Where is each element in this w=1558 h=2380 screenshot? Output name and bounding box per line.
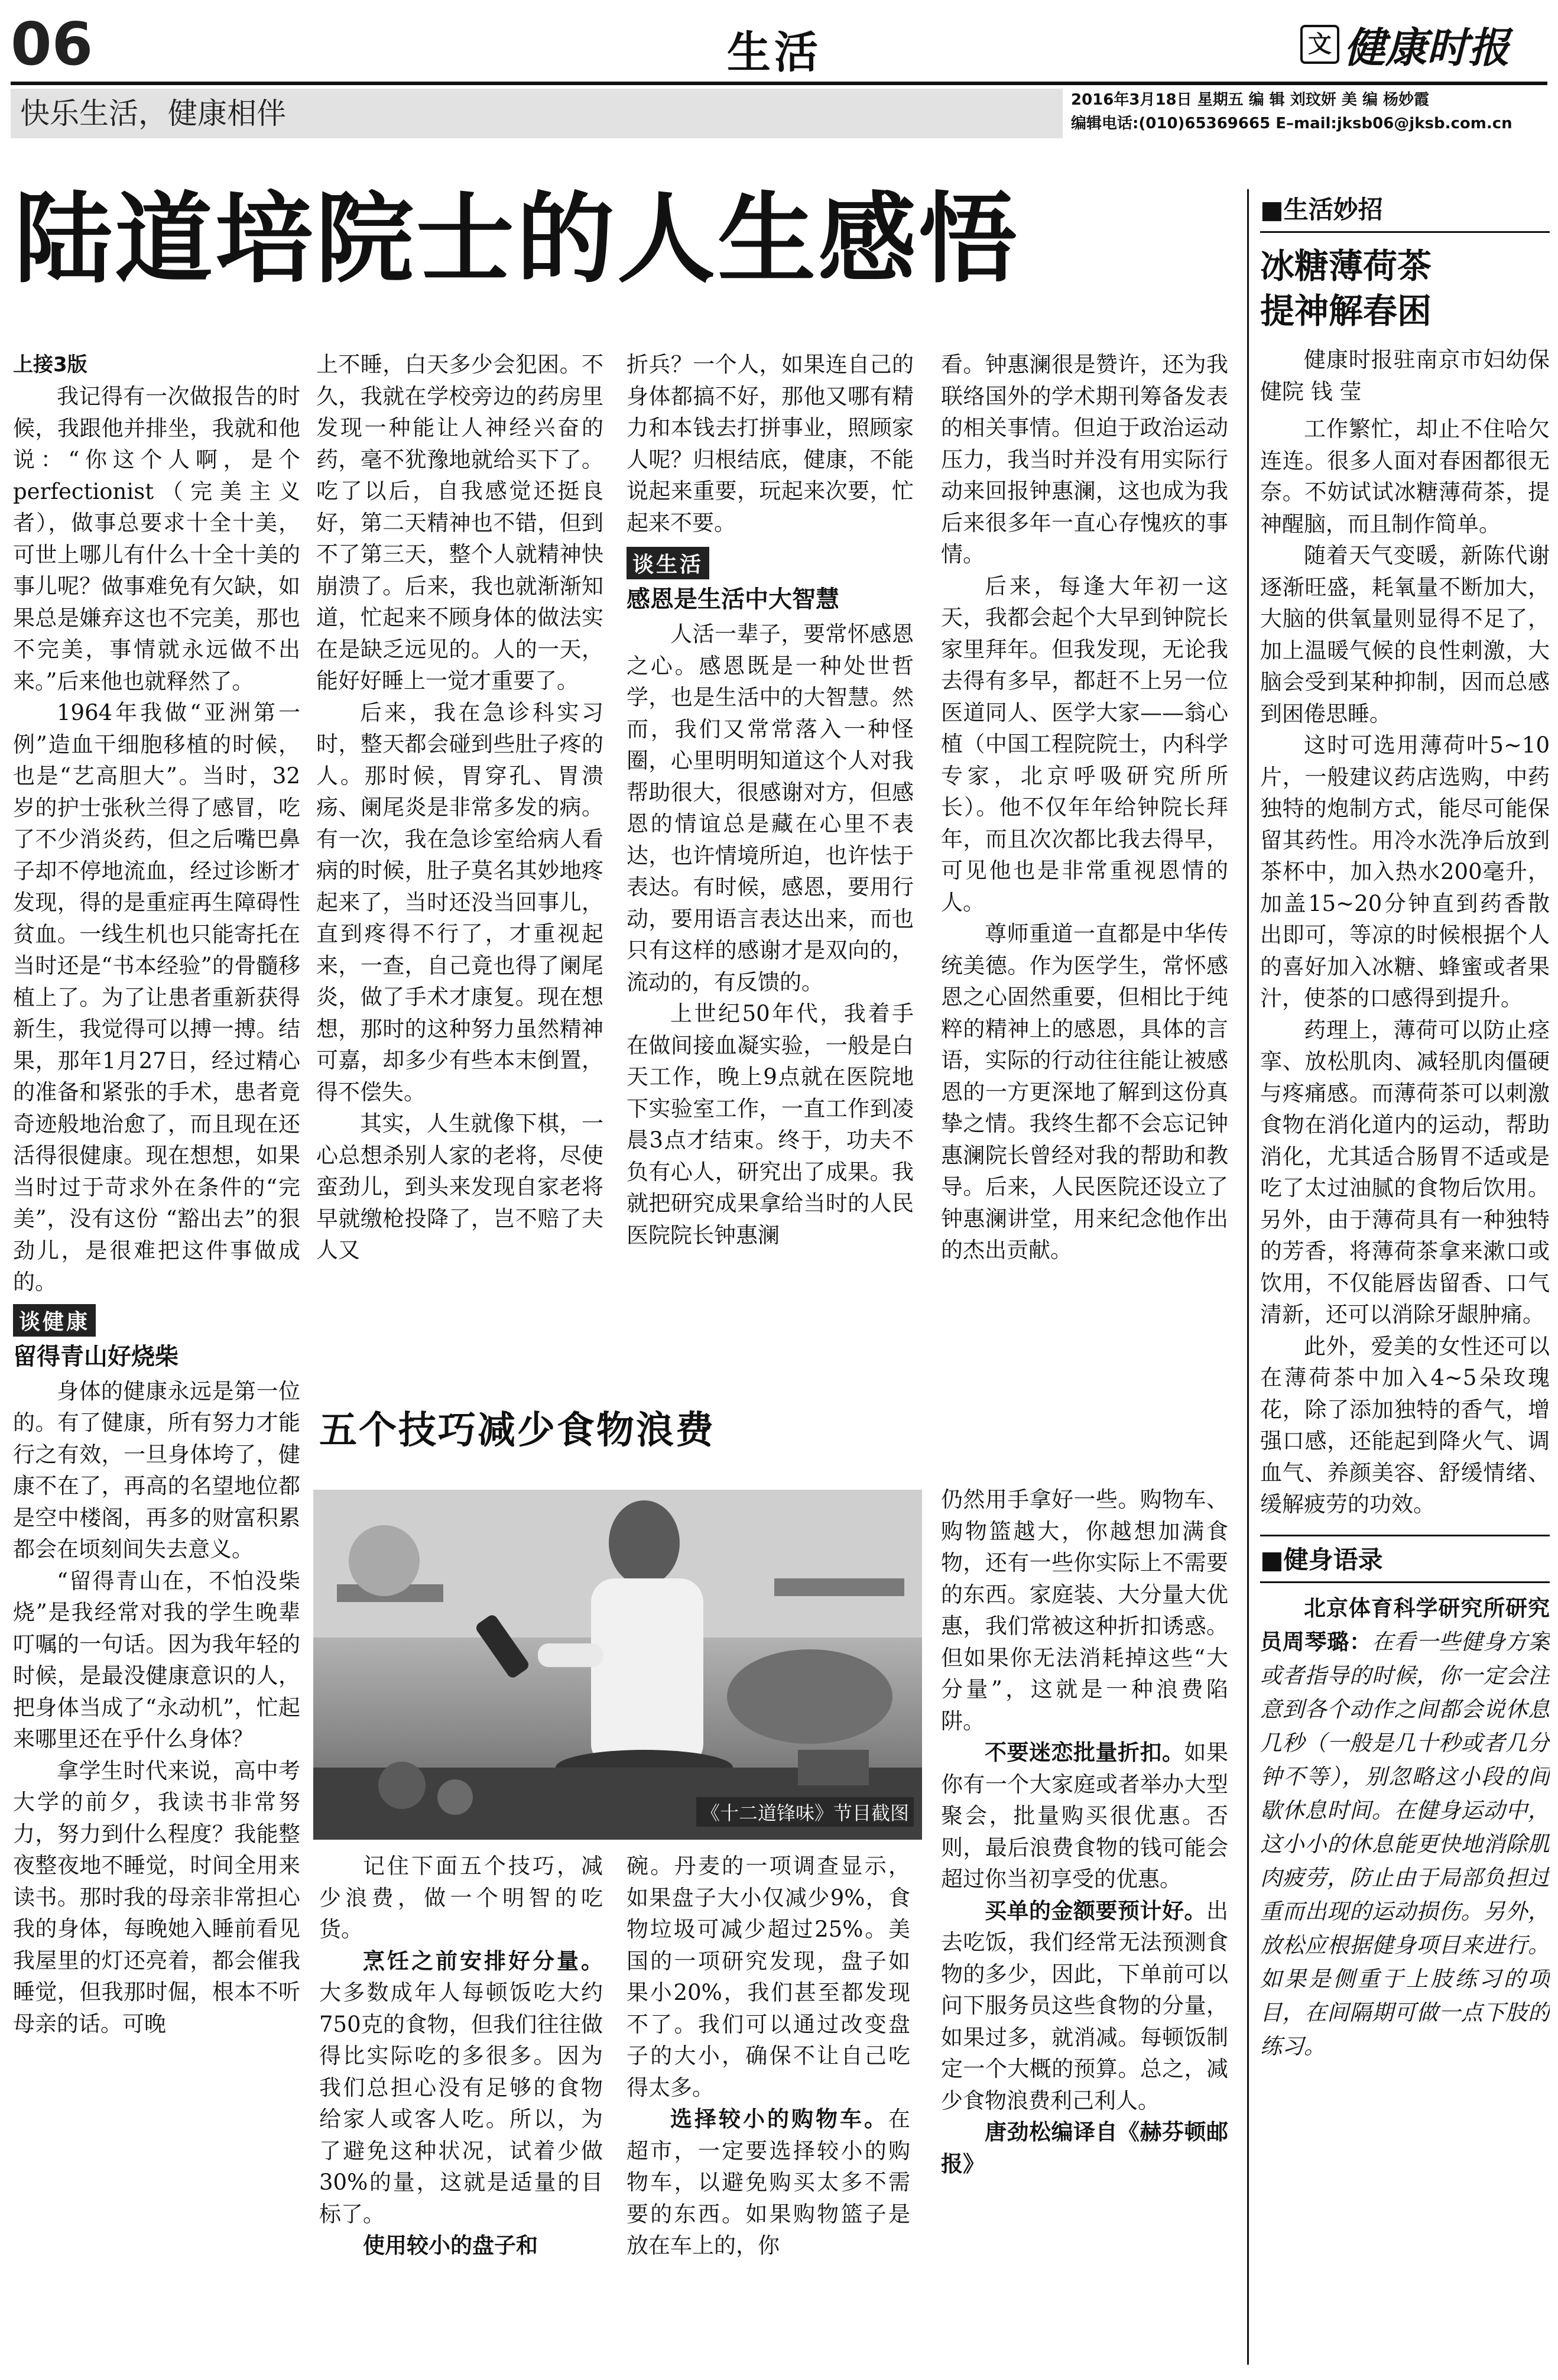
food-column-b (627, 1850, 910, 2371)
continued-note: 上接3版 (13, 353, 87, 377)
sidebar-divider (1247, 189, 1249, 2365)
article-column-4 (941, 349, 1228, 1413)
article-paragraph: 身体的健康永远是第一位的。有了健康，所有努力才能行之有效，一旦身体垮了，健康不在了，再高的名望地位都是空中楼阁，再多的财富积累都会在顷刻间失去意义。 (13, 1378, 300, 1562)
food-column-a (319, 1850, 603, 2371)
food-paragraph (319, 1850, 603, 1945)
article-paragraph: 上世纪50年代，我着手在做间接血凝实验，一般是白天工作，晚上9点就在医院地下实验室工作，一直工作到凌晨3点才结束。终于，功夫不负有心人，研究出了成果。我就把研究成果拿给当时的人民医院院长钟惠澜 (627, 1001, 914, 1248)
food-byline: 唐劲松编译自《赫芬顿邮报》 (941, 2119, 1228, 2177)
article-paragraph: 其实，人生就像下棋，一心总想杀别人家的老将，尽使蛮劲儿，到头来发现自家老将早就缴枪投降了，岂不赔了夫人又 (316, 1111, 603, 1263)
food-tip-text: 出去吃饭，我们经常无法预测食物的多少，因此，下单前可以问下服务员这些食物的分量，如果过多，就消减。每顿饭制定一个大概的预算。总之，减少食物浪费利己利人。 (941, 1898, 1228, 2113)
food-tip-text: 记住下面五个技巧，减少浪费，做一个明智的吃货。 (319, 1853, 603, 1942)
masthead-logo (1300, 18, 1510, 71)
sidebar-quote (1260, 1591, 1550, 2063)
sidebar-byline: 健康时报驻南京市妇幼保健院 钱 莹 (1260, 347, 1550, 404)
sidebar-paragraph: 此外，爱美的女性还可以在薄荷茶中加入4~5朵玫瑰花，除了添加独特的香气，增强口感，还能起到降火气、调血气、养颜美容、舒缓情绪、缓解疲劳的功效。 (1260, 1333, 1550, 1517)
sidebar-paragraph: 工作繁忙，却止不住哈欠连连。很多人面对春困都很无奈。不妨试试冰糖薄荷茶，提神醒脑，而且制作简单。 (1260, 416, 1550, 537)
food-paragraph (941, 1895, 1228, 2117)
sidebar-paragraph: 这时可选用薄荷叶5~10片，一般建议药店选购，中药独特的炮制方式，能尽可能保留其药性。用冷水洗净后放到茶杯中，加入热水200毫升，加盖15~20分钟直到药香散出即可，等凉的时候根据个人的喜好加入冰糖、蜂蜜或者果汁，使茶的口感得到提升。 (1260, 732, 1550, 1011)
article-column-1 (13, 349, 300, 2359)
date-line: 2016年3月18日 星期五 编 辑 刘玟妍 美 编 杨妙霞 (1071, 91, 1429, 109)
food-paragraph (627, 1850, 910, 2103)
sidebar-rule (1260, 1535, 1550, 1536)
sidebar-section-quotes: ■健身语录 (1260, 1545, 1383, 1574)
food-article-title: 五个技巧减少食物浪费 (319, 1409, 715, 1452)
sidebar-article-title (1260, 244, 1550, 333)
page-number: 06 (11, 9, 93, 79)
sidebar-paragraph: 随着天气变暖，新陈代谢逐渐旺盛，耗氧量不断加大，大脑的供氧量则显得不足了，加上温暖气候的良性刺激，大脑会受到某种抑制，因而总感到困倦思睡。 (1260, 543, 1550, 727)
food-tip-text: 大多数成年人每顿饭吃大约750克的食物，但我们往往做得比实际吃的多很多。因为我们总担心没有足够的食物给家人或客人吃。所以，为了避免这种状况，试着少做30%的量，这就是适量的目标了。 (319, 1980, 603, 2227)
article-paragraph: 看。钟惠澜很是赞许，还为我联络国外的学术期刊筹备发表的相关事情。但迫于政治运动压力，我当时并没有用实际行动来回报钟惠澜，这也成为我后来很多年一直心存愧疚的事情。 (941, 352, 1228, 567)
sidebar-paragraph: 药理上，薄荷可以防止痉挛、放松肌肉、减轻肌肉僵硬与疼痛感。而薄荷茶可以刺激食物在消化道内的运动，帮助消化，尤其适合肠胃不适或是吃了太过油腻的食物后饮用。另外，由于薄荷具有一种独特的芳香，将薄荷茶拿来漱口或饮用，不仅能唇齿留香、口气清新，还可以消除牙龈肿痛。 (1260, 1017, 1550, 1327)
article-column-3 (627, 349, 914, 1413)
article-title: 陆道培院士的人生感悟 (14, 181, 1019, 297)
sidebar-rule (1260, 231, 1550, 233)
food-paragraph (319, 1945, 603, 2230)
slogan: 快乐生活，健康相伴 (20, 96, 286, 131)
contact-line: 编辑电话:(010)65369665 E–mail:jksb06@jksb.com.cn (1071, 115, 1512, 132)
subheading-health: 留得青山好烧柴 (13, 1343, 178, 1370)
sidebar-section-tips: ■生活妙招 (1260, 195, 1383, 224)
sidebar (1260, 192, 1550, 2368)
article-paragraph: 后来，每逢大年初一这天，我都会起个大早到钟院长家里拜年。但我发现，无论我去得有多早，都赶不上另一位医道同人、医学大家——翁心植（中国工程院院士，内科学专家，北京呼吸研究所所长）。他不仅年年给钟院长拜年，而且次次都比我去得早，可见他也是非常重视恩情的人。 (941, 573, 1228, 915)
article-paragraph: 折兵？一个人，如果连自己的身体都搞不好，那他又哪有精力和本钱去打拼事业，照顾家人呢？归根结底，健康，不能说起来重要，玩起来次要，忙起来不要。 (627, 352, 914, 536)
article-paragraph: 1964年我做“亚洲第一例”造血干细胞移植的时候，也是“艺高胆大”。当时，32岁的护士张秋兰得了感冒，吃了不少消炎药，但之后嘴巴鼻子却不停地流血，经过诊断才发现，得的是重症再生障碍性贫血。一线生机也只能寄托在当时还是“书本经验”的骨髓移植上了。为了让患者重新获得新生，我觉得可以搏一搏。结果，那年1月27日，经过精心的准备和紧张的手术，患者竟奇迹般地治愈了，而且现在还活得很健康。现在想想，如果当时过于苛求外在条件的“完美”，没有这份 “豁出去”的狠劲儿，是很难把这件事做成的。 (13, 700, 300, 1295)
chef-photo (313, 1490, 922, 1840)
quote-source: 北京体育科学研究所研究员周琴璐： (1260, 1595, 1550, 1655)
article-paragraph: 拿学生时代来说，高中考大学的前夕，我读书非常努力，努力到什么程度？我能整夜整夜地不睡觉，时间全用来读书。那时我的母亲非常担心我的身体，每晚她入睡前看见我屋里的灯还亮着，都会催我睡觉，但我那时倔，根本不听母亲的话。可晚 (13, 1758, 300, 2037)
photo-caption: 《十二道锋味》节目截图 (696, 1797, 914, 1827)
food-tip-lead: 不要迷恋批量折扣。 (985, 1740, 1184, 1765)
section-name: 生活 (727, 27, 822, 78)
food-tip-text: 碗。丹麦的一项调查显示，如果盘子大小仅减少9%，食物垃圾可减少超过25%。美国的一项研究发现，盘子如果小20%，我们甚至都发现不了。我们可以通过改变盘子的大小，确保不让自己吃得太多。 (627, 1853, 910, 2100)
article-paragraph: 后来，我在急诊科实习时，整天都会碰到些肚子疼的人。那时候，胃穿孔、胃溃疡、阑尾炎是非常多发的病。有一次，我在急诊室给病人看病的时候，肚子莫名其妙地疼起来了，当时还没当回事儿，直到疼得不行了，才重视起来，一查，自己竟也得了阑尾炎，做了手术才康复。现在想想，那时的这种努力虽然精神可嘉，却多少有些本末倒置，得不偿失。 (316, 699, 603, 1105)
section-tag-life: 谈生活 (627, 547, 709, 579)
subheading-life: 感恩是生活中大智慧 (627, 586, 839, 613)
article-column-2 (316, 349, 603, 1413)
article-paragraph: 上不睡，白天多少会犯困。不久，我就在学校旁边的药房里发现一种能让人神经兴奋的药，毫不犹豫地就给买下了。吃了以后，自我感觉还挺良好，第二天精神也不错，但到不了第三天，整个人就精神快崩溃了。后来，我也就渐渐知道，忙起来不顾身体的做法实在是缺乏远见的。人的一天，能好好睡上一觉才重要了。 (316, 352, 603, 693)
food-tip-text: 如果你有一个大家庭或者举办大型聚会，批量购买很优惠。否则，最后浪费食物的钱可能会超过你当初享受的优惠。 (941, 1740, 1228, 1892)
sidebar-title-line-2: 提神解春困 (1260, 291, 1432, 331)
article-paragraph: “留得青山在，不怕没柴烧”是我经常对我的学生晚辈叮嘱的一句话。因为我年轻的时候，是最没健康意识的人，把身体当成了“永动机”，忙起来哪里还在乎什么身体？ (13, 1568, 300, 1752)
masthead-seal-icon: 文 (1300, 25, 1339, 64)
masthead-title: 健康时报 (1344, 22, 1510, 72)
header-rule (11, 82, 1547, 85)
article-paragraph: 我记得有一次做报告的时候，我跟他并排坐，我就和他说：“你这个人啊，是个perfectionist（完美主义者），做事总要求十全十美，可世上哪儿有什么十全十美的事儿呢？做事难免有欠缺，如果总是嫌弃这也不完美，那也不完美，事情就永远做不出来。”后来他也就释然了。 (13, 384, 300, 694)
food-paragraph (627, 2103, 910, 2262)
food-tip-lead: 使用较小的盘子和 (363, 2233, 538, 2258)
food-paragraph (319, 2230, 603, 2262)
food-tip-lead: 选择较小的购物车。 (670, 2106, 888, 2132)
food-tip-text: 在超市，一定要选择较小的购物车，以避免购买太多不需要的东西。如果购物篮子是放在车上的，你 (627, 2106, 910, 2258)
article-paragraph: 人活一辈子，要常怀感恩之心。感恩既是一种处世哲学，也是生活中的大智慧。然而，我们又常常落入一种怪圈，心里明明知道这个人对我帮助很大，很感谢对方，但感恩的情谊总是藏在心里不表达，也许情境所迫，也许怯于表达。有时候，感恩，要用行动，要用语言表达出来，而也只有这样的感谢才是双向的，流动的，有反馈的。 (627, 621, 914, 995)
food-column-c (941, 1484, 1228, 2371)
sidebar-rule (1260, 1581, 1550, 1583)
article-paragraph: 尊师重道一直都是中华传统美德。作为医学生，常怀感恩之心固然重要，但相比于纯粹的精神上的感恩，具体的言语，实际的行动往往能让被感恩的一方更深地了解到这份真挚之情。我终生都不会忘记钟惠澜院长曾经对我的帮助和教导。后来，人民医院还设立了钟惠澜讲堂，用来纪念他作出的杰出贡献。 (941, 921, 1228, 1263)
food-tip-lead: 烹饪之前安排好分量。 (363, 1948, 603, 1974)
food-tip-lead: 买单的金额要预计好。 (985, 1898, 1206, 1924)
food-paragraph (941, 1484, 1228, 1737)
chef-photo-illustration (313, 1490, 922, 1840)
quote-text: 在看一些健身方案或者指导的时候，你一定会注意到各个动作之间都会说休息几秒（一般是几十秒或者几分钟不等），别忽略这小段的间歇休息时间。在健身运动中，这小小的休息能更快地消除肌肉疲劳，防止由于局部负担过重而出现的运动损伤。另外，放松应根据健身项目来进行。如果是侧重于上肢练习的项目，在间隔期可做一点下肢的练习。 (1260, 1629, 1550, 2059)
food-tip-text: 仍然用手拿好一些。购物车、购物篮越大，你越想加满食物，还有一些你实际上不需要的东西。家庭装、大分量大优惠，我们常被这种折扣诱惑。但如果你无法消耗掉这些“大分量”，这就是一种浪费陷阱。 (941, 1487, 1228, 1734)
sidebar-title-line-1: 冰糖薄荷茶 (1260, 246, 1432, 286)
food-paragraph (941, 1737, 1228, 1895)
section-tag-health: 谈健康 (13, 1304, 96, 1337)
